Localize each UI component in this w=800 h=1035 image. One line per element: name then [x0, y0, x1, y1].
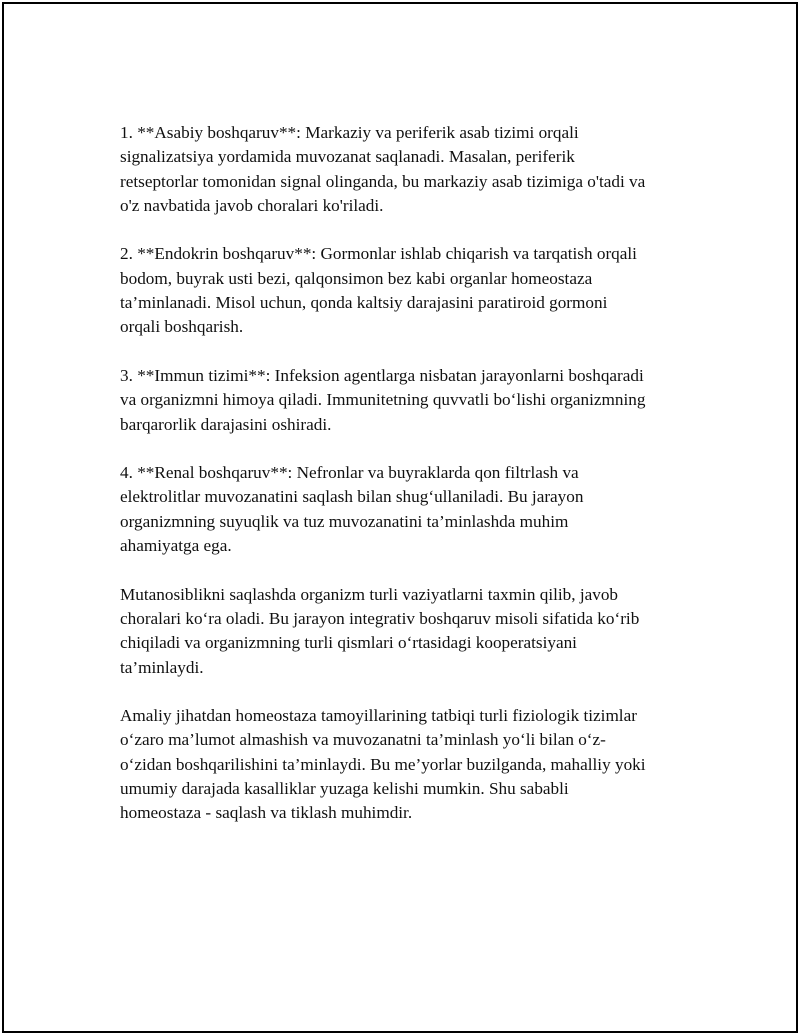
text-line: barqarorlik darajasini oshiradi. — [120, 414, 332, 434]
text-line: oʻzaro ma’lumot almashish va muvozanatni ta’minlash yoʻli bilan oʻz- — [120, 730, 606, 750]
paragraph-endokrin-boshqaruv — [120, 242, 692, 339]
paragraph-asabiy-boshqaruv — [120, 121, 692, 218]
paragraph-renal-boshqaruv — [120, 461, 692, 558]
text-line: signalizatsiya yordamida muvozanat saqlanadi. Masalan, periferik — [120, 147, 575, 167]
paragraph-mutanosiblik — [120, 583, 692, 680]
text-line: ahamiyatga ega. — [120, 536, 232, 556]
text-line: va organizmni himoya qiladi. Immunitetning quvvatli boʻlishi organizmning — [120, 390, 646, 410]
text-line: 4. **Renal boshqaruv**: Nefronlar va buyraklarda qon filtrlash va — [120, 463, 579, 483]
text-line: umumiy darajada kasalliklar yuzaga kelishi mumkin. Shu sababli — [120, 779, 569, 799]
text-line: retseptorlar tomonidan signal olinganda, bu markaziy asab tizimiga o'tadi va — [120, 171, 646, 191]
text-line: homeostaza - saqlash va tiklash muhimdir. — [120, 803, 413, 823]
text-line: o'z navbatida javob choralari ko'riladi. — [120, 195, 384, 215]
paragraph-immun-tizimi — [120, 364, 692, 437]
text-line: choralari koʻra oladi. Bu jarayon integrativ boshqaruv misoli sifatida koʻrib — [120, 608, 640, 628]
text-line: oʻzidan boshqarilishini ta’minlaydi. Bu me’yorlar buzilganda, mahalliy yoki — [120, 754, 646, 774]
text-line: ta’minlanadi. Misol uchun, qonda kaltsiy darajasini paratiroid gormoni — [120, 293, 608, 313]
text-line: orqali boshqarish. — [120, 317, 244, 337]
text-line: 1. **Asabiy boshqaruv**: Markaziy va periferik asab tizimi orqali — [120, 123, 579, 142]
text-line: 3. **Immun tizimi**: Infeksion agentlarga nisbatan jarayonlarni boshqaradi — [120, 365, 644, 385]
text-line: 2. **Endokrin boshqaruv**: Gormonlar ishlab chiqarish va tarqatish orqali — [120, 244, 637, 264]
text-line: organizmning suyuqlik va tuz muvozanatini ta’minlashda muhim — [120, 511, 569, 531]
text-line: Mutanosiblikni saqlashda organizm turli vaziyatlarni taxmin qilib, javob — [120, 584, 619, 604]
text-line: elektrolitlar muvozanatini saqlash bilan shugʻullaniladi. Bu jarayon — [120, 487, 584, 507]
text-line: Amaliy jihatdan homeostaza tamoyillarining tatbiqi turli fiziologik tizimlar — [120, 706, 637, 726]
page-frame — [2, 2, 798, 1033]
paragraph-amaliy-jihatdan — [120, 704, 692, 825]
text-line: ta’minlaydi. — [120, 657, 204, 677]
text-line: chiqiladi va organizmning turli qismlari oʻrtasidagi kooperatsiyani — [120, 633, 577, 653]
text-line: bodom, buyrak usti bezi, qalqonsimon bez kabi organlar homeostaza — [120, 268, 593, 288]
document-body — [120, 121, 692, 850]
